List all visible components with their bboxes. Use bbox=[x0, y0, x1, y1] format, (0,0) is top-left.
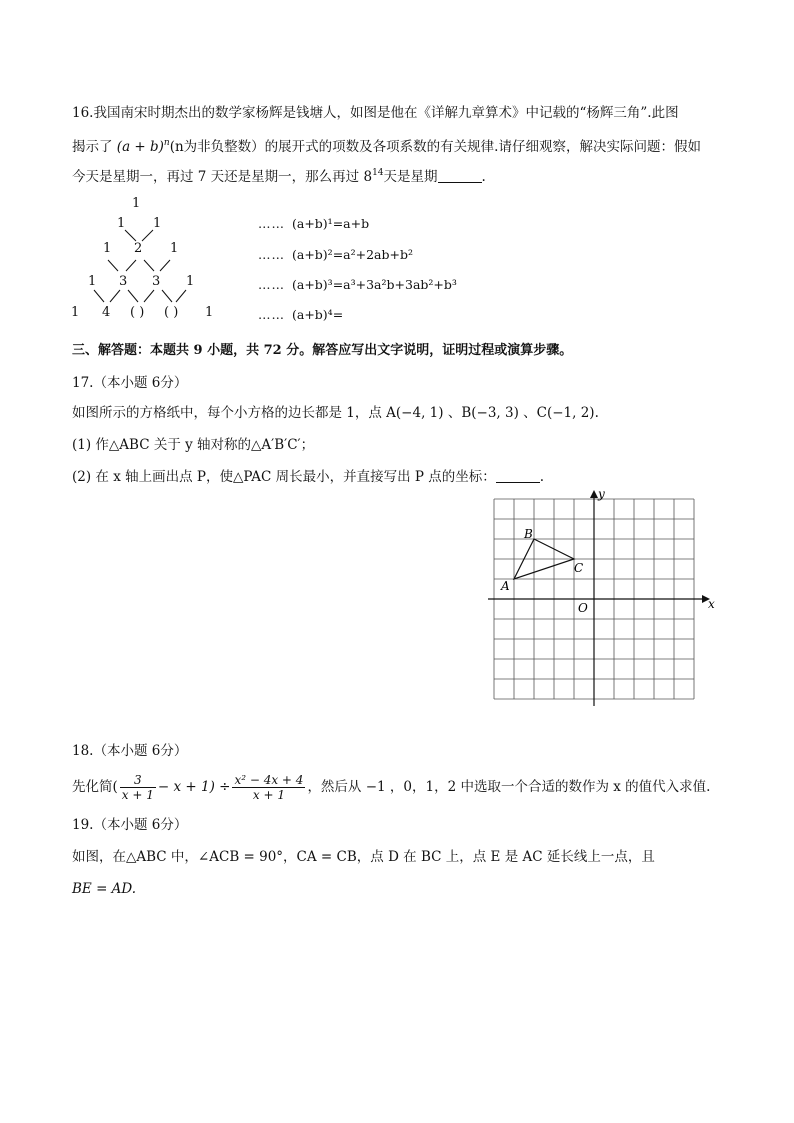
expansion-3-text: (a+b)³=a³+3a²b+3ab²+b³ bbox=[292, 277, 457, 292]
expansion-3 bbox=[258, 277, 457, 292]
q17-stem: 如图所示的方格纸中，每个小方格的边长都是 1，点 A(−4, 1) 、B(−3, 3) 、C(−1, 2). bbox=[72, 405, 599, 421]
tri-line bbox=[162, 290, 172, 302]
q16-answer-blank[interactable] bbox=[438, 170, 482, 183]
q16-line3 bbox=[72, 164, 486, 186]
q16-line3-end: . bbox=[481, 169, 486, 185]
q18-frac1-num: 3 bbox=[120, 773, 156, 788]
tri-r3-3: 1 bbox=[186, 274, 195, 289]
tri-r2-2: 1 bbox=[170, 241, 179, 256]
tri-r2-1: 2 bbox=[134, 241, 143, 256]
q16-binomial: (a + b) bbox=[116, 139, 164, 155]
point-c-label: C bbox=[574, 561, 584, 575]
expansion-1 bbox=[258, 216, 370, 231]
tri-line bbox=[128, 290, 138, 302]
q19-title: 19.（本小题 6分） bbox=[72, 817, 188, 833]
q16-binomial-exp: n bbox=[163, 138, 170, 148]
dots: …… bbox=[258, 247, 285, 262]
q18-frac1-den: x + 1 bbox=[121, 788, 154, 802]
tri-line bbox=[108, 260, 118, 271]
tri-r4-0: 1 bbox=[71, 305, 80, 320]
q17-part2-text: (2) 在 x 轴上画出点 P，使△PAC 周长最小，并直接写出 P 点的坐标： bbox=[72, 469, 496, 485]
q18-mid: − x + 1) ÷ bbox=[157, 779, 231, 795]
tri-r4-blank-2[interactable]: ( ) bbox=[164, 305, 179, 320]
tri-r2-0: 1 bbox=[103, 241, 112, 256]
q18-frac1 bbox=[120, 773, 156, 802]
tri-line bbox=[160, 260, 170, 271]
expansion-4-text: (a+b)⁴= bbox=[292, 307, 344, 322]
q18-body bbox=[72, 770, 710, 804]
q16-line3-exp: 14 bbox=[372, 168, 384, 178]
y-axis-label: y bbox=[598, 487, 605, 501]
dots: …… bbox=[258, 307, 285, 322]
q18-title: 18.（本小题 6分） bbox=[72, 743, 188, 759]
q17-answer-blank[interactable] bbox=[496, 470, 540, 483]
y-axis-arrow-icon bbox=[590, 490, 598, 498]
tri-line bbox=[110, 290, 120, 302]
dots: …… bbox=[258, 216, 285, 231]
tri-r4-1: 4 bbox=[102, 305, 111, 320]
tri-r0-0: 1 bbox=[132, 196, 141, 211]
tri-r4-blank-1[interactable]: ( ) bbox=[130, 305, 145, 320]
expansion-2 bbox=[258, 247, 413, 262]
q19-line1: 如图，在△ABC 中，∠ACB = 90°，CA = CB，点 D 在 BC 上，点 E 是 AC 延长线上一点，且 bbox=[72, 849, 655, 865]
coordinate-grid-figure bbox=[484, 486, 714, 710]
x-axis-label: x bbox=[708, 597, 715, 611]
q17-part1: (1) 作△ABC 关于 y 轴对称的△A′B′C′； bbox=[72, 437, 315, 453]
q16-line3-post: 天是星期 bbox=[383, 169, 438, 185]
tri-r1-0: 1 bbox=[117, 216, 126, 231]
tri-line bbox=[144, 290, 154, 302]
triangle-connector-lines bbox=[80, 226, 210, 306]
tri-r3-1: 3 bbox=[119, 274, 128, 289]
expansion-1-text: (a+b)¹=a+b bbox=[292, 216, 370, 231]
section3-heading: 三、解答题：本题共 9 小题，共 72 分。解答应写出文字说明，证明过程或演算步骤。 bbox=[72, 343, 573, 358]
point-b-label: B bbox=[524, 527, 533, 541]
expansion-4 bbox=[258, 307, 344, 322]
tri-r3-2: 3 bbox=[152, 274, 161, 289]
tri-line bbox=[176, 290, 186, 302]
expansion-2-text: (a+b)²=a²+2ab+b² bbox=[292, 247, 413, 262]
q16-line2-pre: 揭示了 bbox=[72, 139, 113, 155]
dots: …… bbox=[258, 277, 285, 292]
tri-line bbox=[125, 230, 136, 241]
origin-label: O bbox=[578, 601, 588, 615]
point-a-label: A bbox=[501, 579, 510, 593]
q16-line2-post: (n为非负整数）的展开式的项数及各项系数的有关规律.请仔细观察，解决实际问题：假如 bbox=[169, 139, 701, 155]
q18-post: ，然后从 −1 ，0，1，2 中选取一个合适的数作为 x 的值代入求值. bbox=[307, 779, 711, 795]
q17-part2 bbox=[72, 468, 544, 486]
tri-line bbox=[94, 290, 104, 302]
q18-frac2 bbox=[232, 773, 305, 802]
tri-r4-4: 1 bbox=[205, 305, 214, 320]
q16-line1: 16.我国南宋时期杰出的数学家杨辉是钱塘人，如图是他在《详解九章算术》中记载的“杨辉三角”.此图 bbox=[72, 105, 679, 121]
q19-line2: BE = AD. bbox=[72, 881, 137, 897]
q16-line3-pre: 今天是星期一，再过 7 天还是星期一，那么再过 8 bbox=[72, 169, 373, 185]
tri-line bbox=[126, 260, 136, 271]
q18-frac2-num: x² − 4x + 4 bbox=[234, 773, 304, 787]
q18-pre: 先化简( bbox=[72, 779, 118, 795]
tri-line bbox=[144, 260, 154, 271]
q16-line2 bbox=[72, 134, 701, 156]
q17-part2-end: . bbox=[539, 469, 545, 485]
q17-title: 17.（本小题 6分） bbox=[72, 375, 188, 391]
tri-r3-0: 1 bbox=[88, 274, 97, 289]
tri-r1-1: 1 bbox=[153, 216, 162, 231]
q18-frac2-den: x + 1 bbox=[252, 788, 285, 802]
tri-line bbox=[142, 230, 153, 241]
